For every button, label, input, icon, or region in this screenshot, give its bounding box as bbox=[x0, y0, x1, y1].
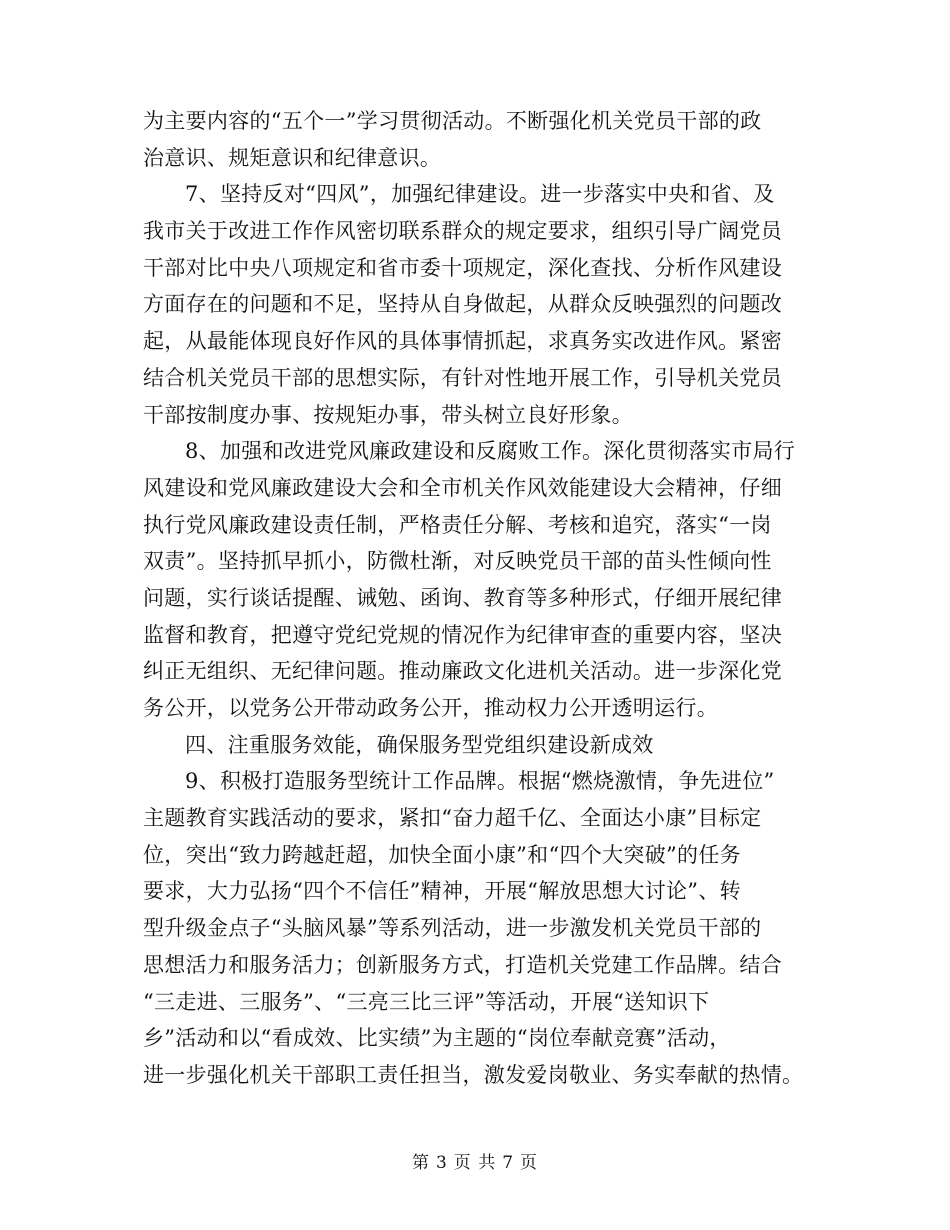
text-line-2: 治意识、规矩意识和纪律意识。 bbox=[143, 145, 442, 170]
text-line-6: 方面存在的问题和不足，坚持从自身做起，从群众反映强烈的问题改 bbox=[143, 292, 782, 317]
text-line-7: 起，从最能体现良好作风的具体事情抓起，求真务实改进作风。紧密 bbox=[143, 329, 782, 354]
text-line-27: 进一步强化机关干部职工责任担当，激发爱岗敬业、务实奉献的热情。 bbox=[143, 1062, 804, 1087]
text-line-23: 型升级金点子“头脑风暴”等系列活动，进一步激发机关党员干部的 bbox=[143, 916, 762, 941]
footer-suffix: 页 bbox=[520, 1153, 539, 1173]
text-line-13: 双责”。坚持抓早抓小，防微杜渐，对反映党员干部的苗头性倾向性 bbox=[143, 549, 772, 574]
text-line-11: 风建设和党风廉政建设大会和全市机关作风效能建设大会精神，仔细 bbox=[143, 475, 782, 500]
text-line-21: 位，突出“致力跨越赶超，加快全面小康”和“四个大突破”的任务 bbox=[143, 842, 741, 867]
section-heading: 四、注重服务效能，确保服务型党组织建设新成效 bbox=[185, 732, 654, 757]
text-line-26: 乡”活动和以“看成效、比实绩”为主题的“岗位奉献竞赛”活动， bbox=[143, 1026, 731, 1051]
text-line-10: 8、加强和改进党风廉政建设和反腐败工作。深化贯彻落实市局行 bbox=[185, 439, 796, 464]
page-total: 7 bbox=[502, 1153, 515, 1173]
text-line-24: 思想活力和服务活力；创新服务方式，打造机关党建工作品牌。结合 bbox=[143, 952, 782, 977]
text-line-22: 要求，大力弘扬“四个不信任”精神，开展“解放思想大讨论”、转 bbox=[143, 879, 741, 904]
text-line-3: 7、坚持反对“四风”，加强纪律建设。进一步落实中央和省、及 bbox=[185, 182, 775, 207]
text-line-14: 问题，实行谈话提醒、诫勉、函询、教育等多种形式，仔细开展纪律 bbox=[143, 585, 782, 610]
document-body bbox=[143, 103, 807, 1094]
text-line-16: 纠正无组织、无纪律问题。推动廉政文化进机关活动。进一步深化党 bbox=[143, 659, 782, 684]
text-line-19: 9、积极打造服务型统计工作品牌。根据“燃烧激情，争先进位” bbox=[185, 769, 775, 794]
text-line-9: 干部按制度办事、按规矩办事，带头树立良好形象。 bbox=[143, 402, 633, 427]
text-line-5: 干部对比中央八项规定和省市委十项规定，深化查找、分析作风建设 bbox=[143, 255, 782, 280]
footer-prefix: 第 bbox=[411, 1153, 430, 1173]
text-line-25: “三走进、三服务”、“三亮三比三评”等活动，开展“送知识下 bbox=[143, 989, 710, 1014]
footer-middle: 页 共 bbox=[453, 1153, 497, 1173]
text-line-15: 监督和教育，把遵守党纪党规的情况作为纪律审查的重要内容，坚决 bbox=[143, 622, 782, 647]
text-line-17: 务公开，以党务公开带动政务公开，推动权力公开透明运行。 bbox=[143, 696, 719, 720]
text-line-8: 结合机关党员干部的思想实际，有针对性地开展工作，引导机关党员 bbox=[143, 365, 782, 390]
page-number: 3 bbox=[435, 1153, 448, 1173]
text-line-1: 为主要内容的“五个一”学习贯彻活动。不断强化机关党员干部的政 bbox=[143, 109, 762, 133]
text-line-4: 我市关于改进工作作风密切联系群众的规定要求，组织引导广阔党员 bbox=[143, 219, 782, 244]
page-footer bbox=[0, 1148, 950, 1173]
text-line-20: 主题教育实践活动的要求，紧扣“奋力超千亿、全面达小康”目标定 bbox=[143, 806, 762, 831]
text-line-12: 执行党风廉政建设责任制，严格责任分解、考核和追究，落实“一岗 bbox=[143, 512, 772, 537]
